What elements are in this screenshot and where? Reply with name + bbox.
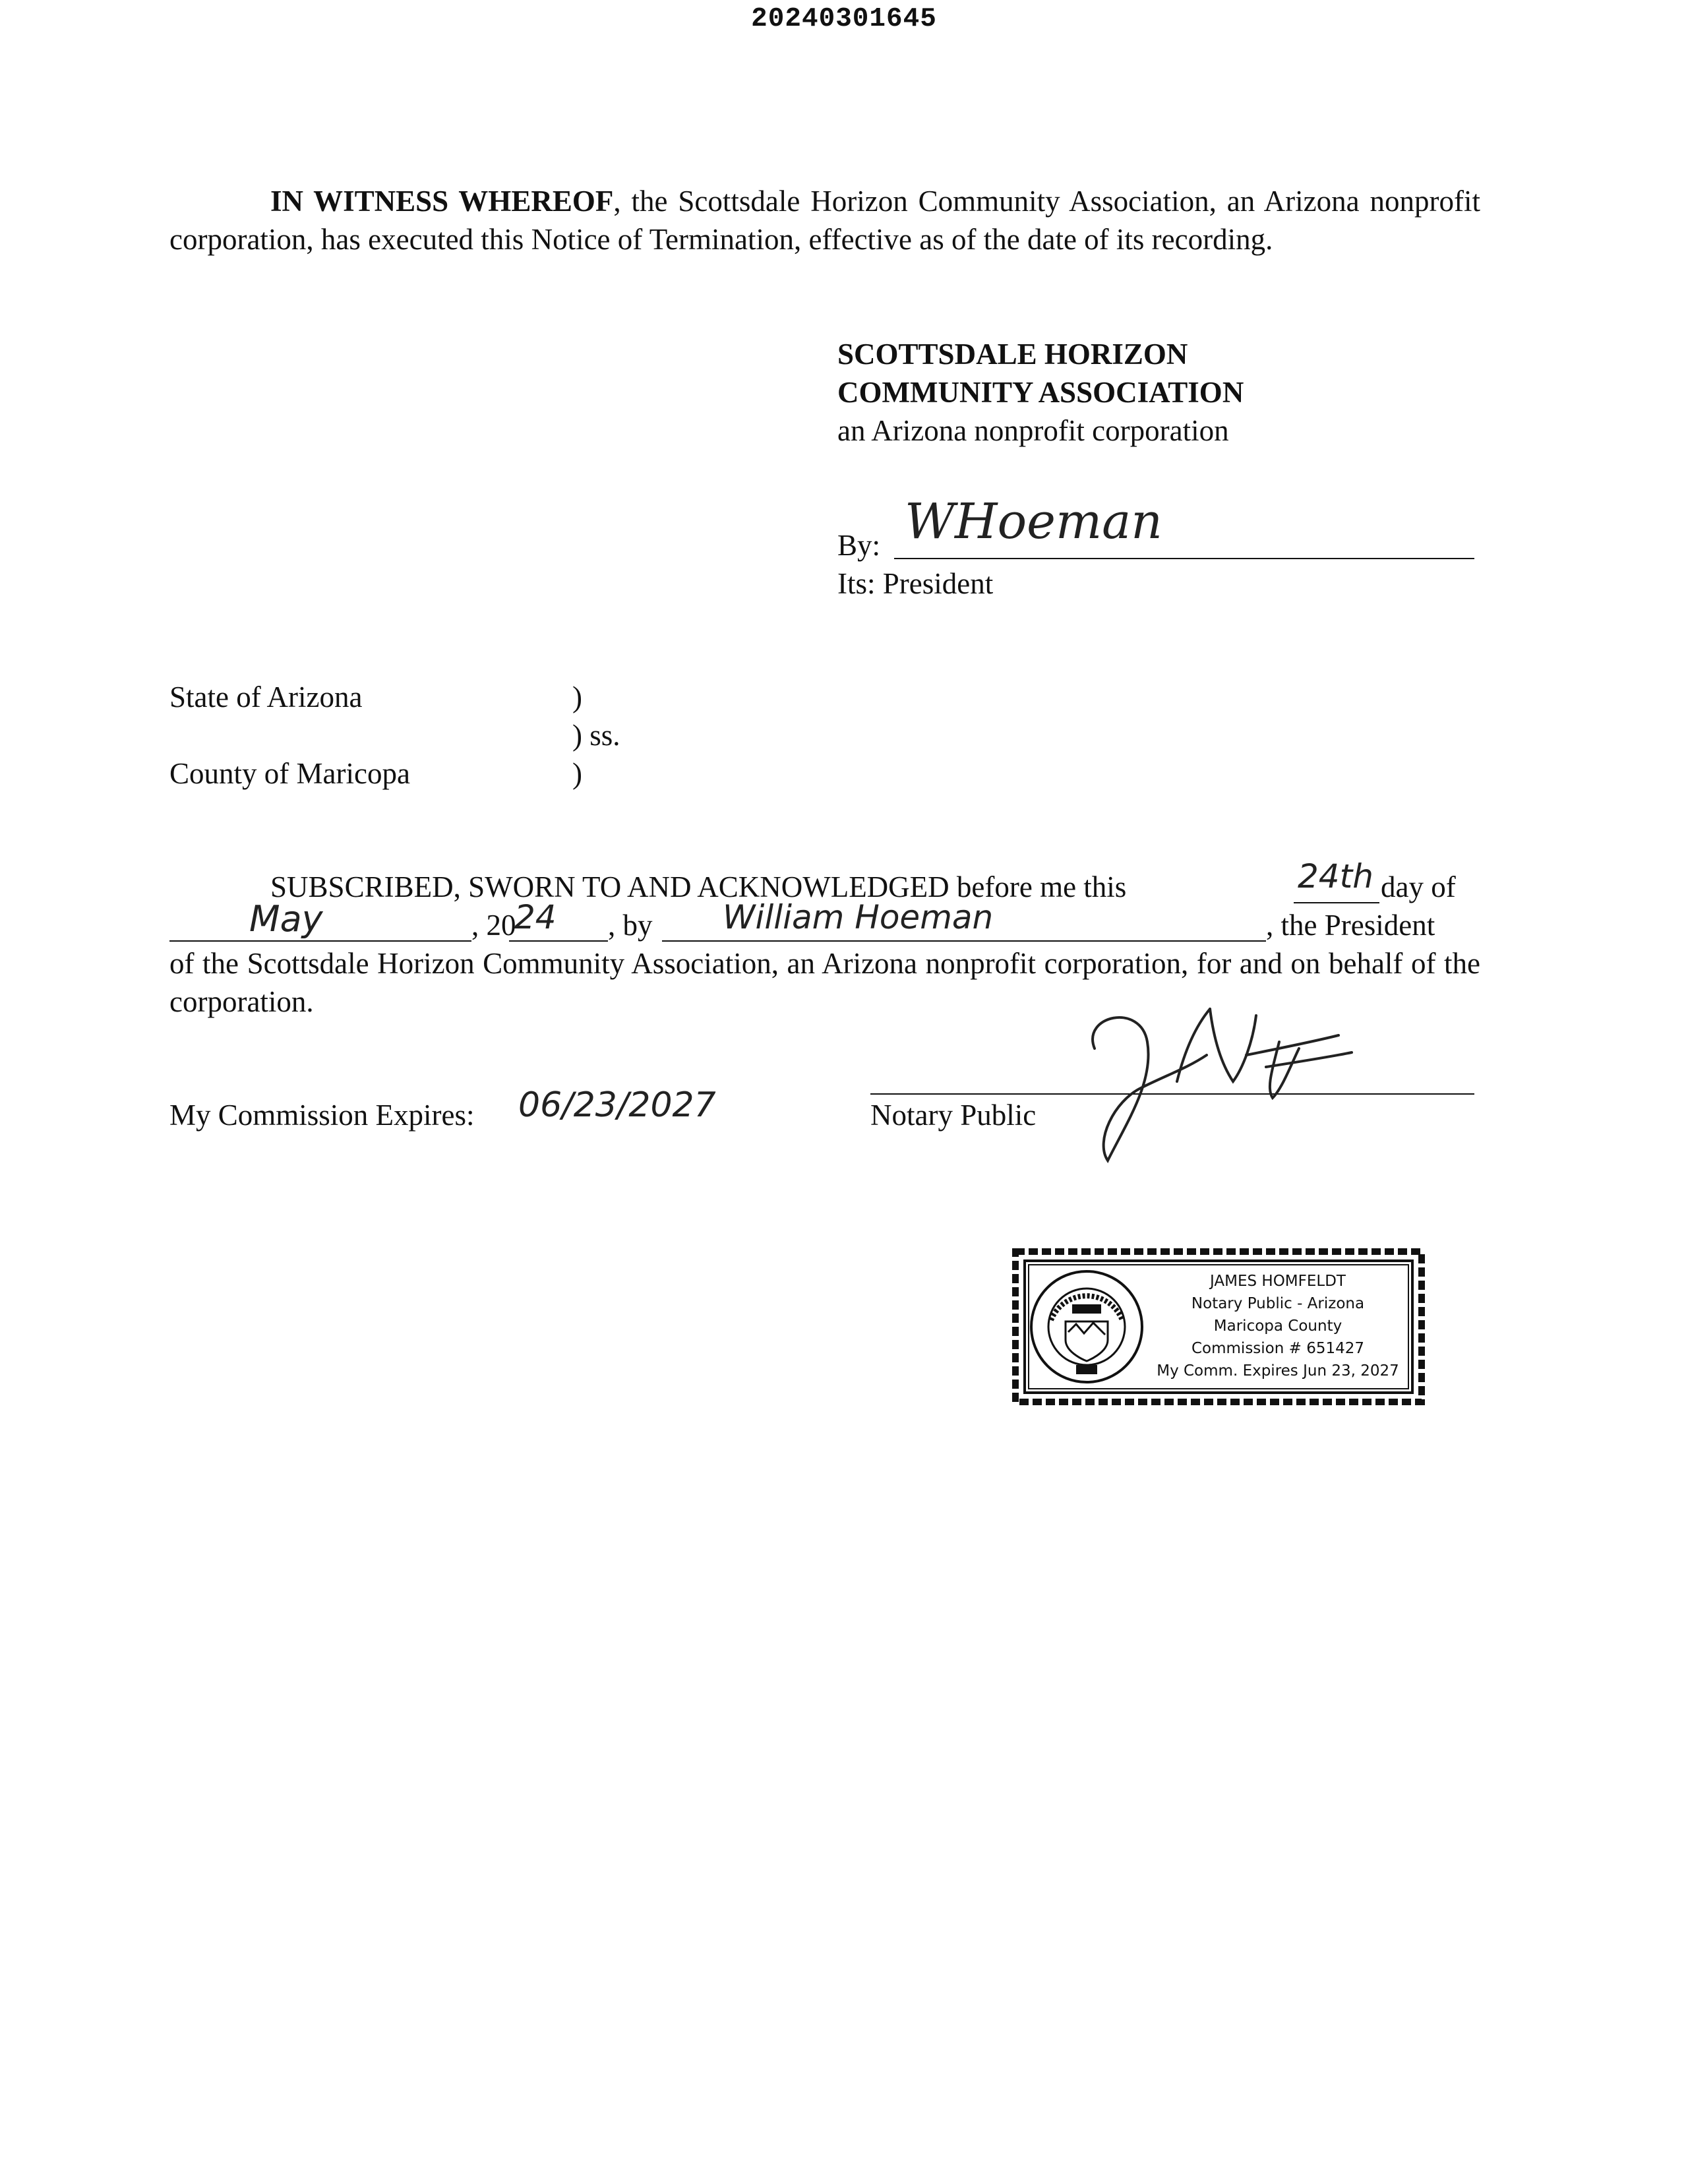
ack-text-4: , by xyxy=(608,909,653,942)
president-signature: WHoeman xyxy=(905,493,1162,550)
notary-stamp-text xyxy=(1133,1270,1423,1382)
venue-paren-3: ) xyxy=(572,757,582,790)
ack-text-3: , 20 xyxy=(471,909,516,942)
association-name-line1: SCOTTSDALE HORIZON xyxy=(837,338,1188,371)
president-title: Its: President xyxy=(837,567,994,600)
ack-month-blank xyxy=(169,940,471,942)
ack-day-hand: 24th xyxy=(1298,857,1373,895)
witness-lead: IN WITNESS WHEREOF xyxy=(270,185,614,218)
stamp-line-1: JAMES HOMFELDT xyxy=(1210,1273,1346,1290)
by-label: By: xyxy=(837,529,881,562)
stamp-line-2: Notary Public - Arizona xyxy=(1191,1295,1365,1312)
ack-text-5: , the President xyxy=(1266,909,1435,942)
association-name-line2: COMMUNITY ASSOCIATION xyxy=(837,376,1244,409)
by-signature-line xyxy=(894,558,1474,559)
ack-year-blank xyxy=(509,940,608,942)
ack-text-1: SUBSCRIBED, SWORN TO AND ACKNOWLEDGED before me this xyxy=(270,870,1127,903)
association-descriptor: an Arizona nonprofit corporation xyxy=(837,414,1229,447)
commission-label: My Commission Expires: xyxy=(169,1099,475,1132)
stamp-line-4: Commission # 651427 xyxy=(1191,1340,1365,1357)
ack-name-hand: William Hoeman xyxy=(723,898,994,936)
stamp-line-5: My Comm. Expires Jun 23, 2027 xyxy=(1157,1362,1399,1380)
stamp-line-3: Maricopa County xyxy=(1213,1318,1342,1335)
ack-name-blank xyxy=(662,940,1266,942)
witness-paragraph xyxy=(169,182,1480,258)
ack-day-blank xyxy=(1294,902,1379,903)
witness-text: , the Scottsdale Horizon Community Association, an Arizona nonprofit corporation, has executed this Notice of Termination, effective as of the date of its recording. xyxy=(169,185,1480,256)
venue-paren-1: ) xyxy=(572,681,582,713)
ack-year-hand: 24 xyxy=(514,898,557,936)
notary-signature xyxy=(1055,989,1424,1174)
ack-month-hand: May xyxy=(249,898,323,940)
recording-number: 20240301645 xyxy=(751,4,937,34)
venue-ss: ) ss. xyxy=(572,719,620,752)
ack-text-2: day of xyxy=(1381,870,1456,903)
ack-text-6: of the Scottsdale Horizon Community Association, an Arizona nonprofit corporation, for and on behalf of the corporation. xyxy=(169,947,1480,1018)
venue-state: State of Arizona xyxy=(169,681,363,713)
venue-county: County of Maricopa xyxy=(169,757,410,790)
notary-label: Notary Public xyxy=(870,1099,1037,1132)
commission-date-hand: 06/23/2027 xyxy=(518,1085,716,1125)
